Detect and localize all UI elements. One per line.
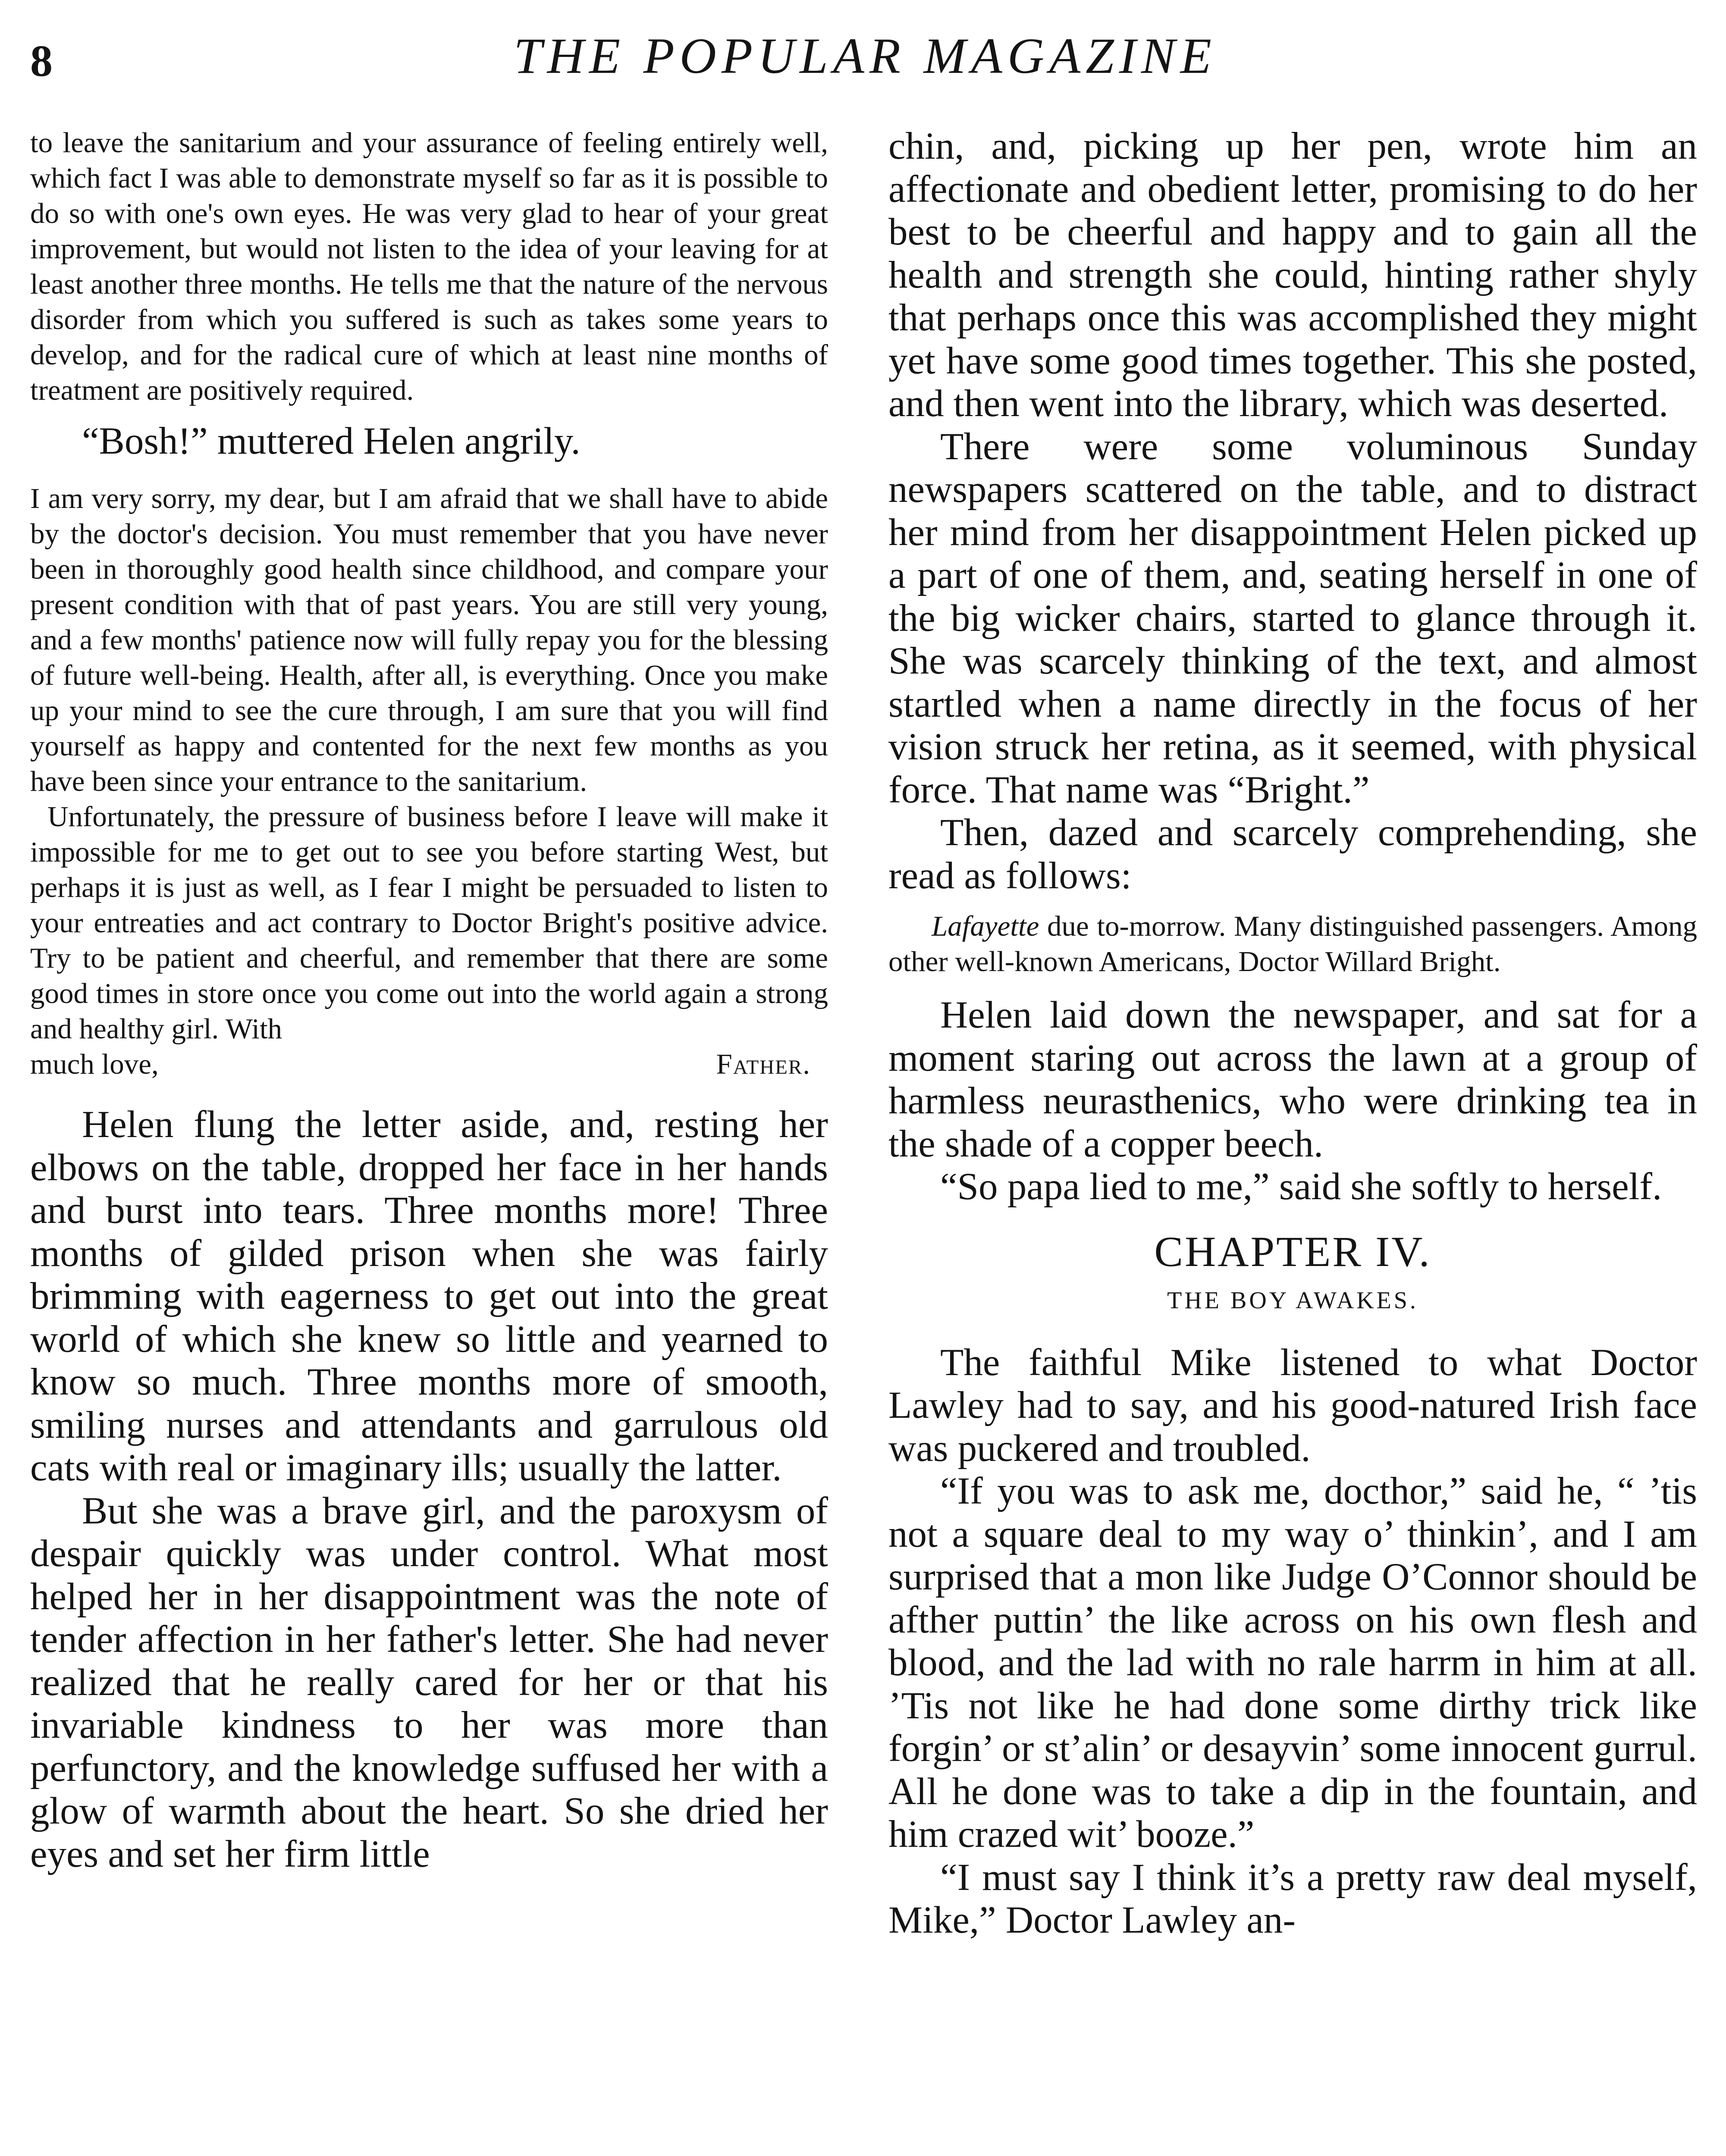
- body-paragraph: There were some voluminous Sunday newspapers scattered on the table, and to distract her mind from her disappointment Helen picked up a part of one of them, and, seating herself in one of the big wicker chairs, started to glance through it. She was scarcely thinking of the text, and almost startled when a name directly in the focus of her vision struck her retina, as it seemed, with physical force. That name was “Bright.”: [888, 425, 1697, 811]
- body-paragraph: But she was a brave girl, and the paroxysm of despair quickly was under control. What most helped her in her disappointment was the note of tender affection in her father's letter. She had never realized that he really cared for her or that his invariable kindness to her was more than perfunctory, and the knowledge suffused her with a glow of warmth about the heart. So she dried her eyes and set her firm little: [30, 1489, 828, 1875]
- right-column: [888, 125, 1697, 1942]
- letter-closing: much love,: [30, 1048, 159, 1080]
- letter-signature: Father.: [716, 1048, 811, 1080]
- letter-signoff: [30, 1047, 828, 1082]
- body-paragraph: “I must say I think it’s a pretty raw deal myself, Mike,” Doctor Lawley an-: [888, 1856, 1697, 1941]
- dialogue-paragraph: “Bosh!” muttered Helen angrily.: [82, 420, 581, 462]
- body-paragraph: “So papa lied to me,” said she softly to herself.: [940, 1166, 1662, 1208]
- page-number: 8: [30, 36, 53, 86]
- ship-name: Lafayette: [932, 910, 1039, 942]
- body-paragraph: “If you was to ask me, docthor,” said he, “ ’tis not a square deal to my way o’ thinkin’, and I am surprised that a mon like Judge O’Connor should be afther puttin’ the like across on his own flesh and blood, and the lad with no rale harrm in him at all. ’Tis not like he had done some dirthy trick like forgin’ or st’alin’ or desayvin’ some innocent gurrul. All he done was to take a dip in the fountain, and him crazed wit’ booze.”: [888, 1470, 1697, 1855]
- running-head: [30, 27, 1700, 100]
- letter-paragraph: I am very sorry, my dear, but I am afraid that we shall have to abide by the doctor's decision. You must remember that you have never been in thoroughly good health since childhood, and compare your present condition with that of past years. You are still very young, and a few months' patience now will fully repay you for the blessing of future well-being. Health, after all, is everything. Once you make up your mind to see the cure through, I am sure that you will find yourself as happy and contented for the next few months as you have been since your entrance to the sanitarium.: [30, 483, 828, 797]
- left-column: [30, 125, 828, 1876]
- body-paragraph: Helen flung the letter aside, and, resting her elbows on the table, dropped her face in her hands and burst into tears. Three months more! Three months of gilded prison when she was fairly brimming with eagerness to get out into the great world of which she knew so little and yearned to know so much. Three months more of smooth, smiling nurses and attendants and garrulous old cats with real or imaginary ills; usually the latter.: [30, 1103, 828, 1489]
- magazine-title: THE POPULAR MAGAZINE: [514, 28, 1217, 84]
- body-paragraph: Then, dazed and scarcely comprehending, she read as follows:: [888, 812, 1697, 897]
- letter-paragraph: to leave the sanitarium and your assurance of feeling entirely well, which fact I was able to demonstrate myself so far as it is possible to do so with one's own eyes. He was very glad to hear of your great improvement, but would not listen to the idea of your leaving for at least another three months. He tells me that the nature of the nervous disorder from which you suffered is such as takes some years to develop, and for the radical cure of which at least nine months of treatment are positively required.: [30, 127, 828, 406]
- body-paragraph: chin, and, picking up her pen, wrote him an affectionate and obedient letter, promising to do her best to be cheerful and happy and to gain all the health and strength she could, hinting rather shyly that perhaps once this was accomplished they might yet have some good times together. This she posted, and then went into the library, which was deserted.: [888, 125, 1697, 425]
- letter-paragraph: Unfortunately, the pressure of business before I leave will make it impossible for me to get out to see you before starting West, but perhaps it is just as well, as I fear I might be persuaded to listen to your entreaties and act contrary to Doctor Bright's positive advice. Try to be patient and cheerful, and remember that there are some good times in store once you come out into the world again a strong and healthy girl. With: [30, 801, 828, 1045]
- chapter-heading: CHAPTER IV.: [1154, 1227, 1431, 1275]
- chapter-subtitle: THE BOY AWAKES.: [1167, 1287, 1418, 1314]
- newspaper-clipping: [888, 909, 1697, 979]
- clipping-text: due to-morrow. Many distinguished passengers. Among other well-known Americans, Doctor Willard Bright.: [888, 910, 1697, 978]
- body-paragraph: Helen laid down the newspaper, and sat for a moment staring out across the lawn at a group of harmless neurasthenics, who were drinking tea in the shade of a copper beech.: [888, 994, 1697, 1165]
- body-paragraph: The faithful Mike listened to what Doctor Lawley had to say, and his good-natured Irish face was puckered and troubled.: [888, 1341, 1697, 1470]
